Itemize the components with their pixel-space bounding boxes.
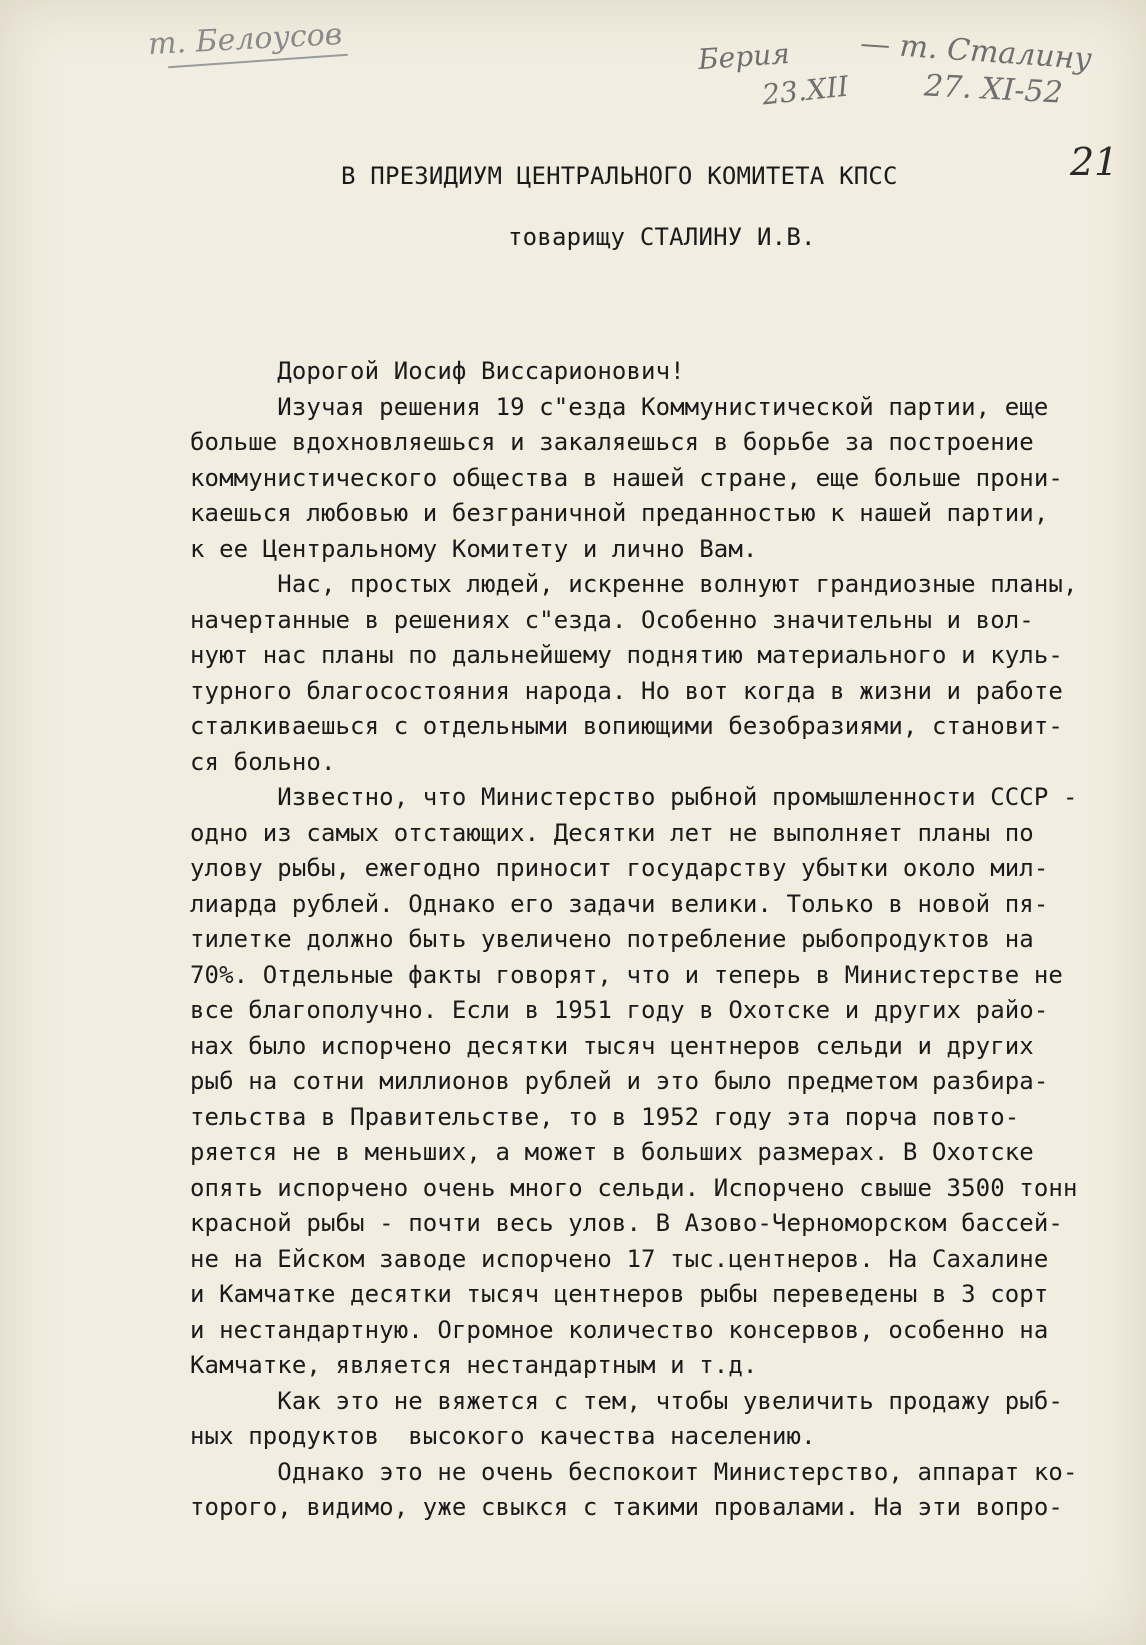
letter-salutation: Дорогой Иосиф Виссарионович!: [190, 357, 685, 385]
document-addressee: товарищу СТАЛИНУ И.В.: [508, 223, 816, 251]
document-heading: В ПРЕЗИДИУМ ЦЕНТРАЛЬНОГО КОМИТЕТА КПСС: [341, 162, 898, 190]
letter-line: Как это не вяжется с тем, чтобы увеличить продажу рыб-: [190, 1386, 1063, 1415]
letter-line: Известно, что Министерство рыбной промышленности СССР -: [190, 783, 1078, 811]
letter-line: 70%. Отдельные факты говорят, что и теперь в Министерстве не: [190, 960, 1063, 989]
handwritten-routing-date: 23.XII: [760, 69, 851, 112]
letter-line: не на Ейском заводе испорчено 17 тыс.центнеров. На Сахалине: [190, 1244, 1049, 1273]
letter-line: тилетке должно быть увеличено потребление рыбопродуктов на: [190, 925, 1034, 953]
letter-line: Однако это не очень беспокоит Министерство, аппарат ко-: [190, 1457, 1078, 1486]
letter-line: тельства в Правительстве, то в 1952 году эта порча повто-: [190, 1102, 1020, 1131]
letter-line: все благополучно. Если в 1951 году в Охотске и других райо-: [190, 996, 1049, 1024]
letter-line: каешься любовью и безграничной преданностью к нашей партии,: [190, 499, 1049, 527]
letter-line: ных продуктов высокого качества населению.: [190, 1422, 816, 1450]
letter-line: Изучая решения 19 с"езда Коммунистической партии, еще: [190, 392, 1049, 421]
letter-line: турного благосостояния народа. Но вот когда в жизни и работе: [190, 676, 1063, 705]
letter-line: ся больно.: [190, 747, 336, 776]
letter-body: [190, 354, 1078, 1526]
letter-line: Нас, простых людей, искренне волнуют грандиозные планы,: [190, 570, 1078, 598]
letter-line: и Камчатке десятки тысяч центнеров рыбы переведены в 3 сорт: [190, 1280, 1049, 1308]
letter-line: к ее Центральному Комитету и лично Вам.: [190, 534, 758, 563]
letter-line: ряется не в меньших, а может в больших размерах. В Охотске: [190, 1138, 1034, 1166]
letter-line: красной рыбы - почти весь улов. В Азово-Черноморском бассей-: [190, 1209, 1063, 1237]
handwritten-routing-name: Берия: [696, 36, 791, 77]
letter-line: начертанные в решениях с"езда. Особенно значительны и вол-: [190, 605, 1034, 634]
letter-line: и нестандартную. Огромное количество консервов, особенно на: [190, 1315, 1049, 1344]
handwritten-addressee-note: т. Белоусов: [147, 16, 344, 63]
letter-line: нах было испорчено десятки тысяч центнеров сельди и других: [190, 1031, 1034, 1060]
letter-line: улову рыбы, ежегодно приносит государству убытки около мил-: [190, 854, 1049, 882]
letter-line: одно из самых отстающих. Десятки лет не выполняет планы по: [190, 818, 1034, 847]
letter-line: больше вдохновляешься и закаляешься в борьбе за построение: [190, 428, 1034, 456]
letter-line: коммунистического общества в нашей стране, еще больше прони-: [190, 463, 1063, 492]
letter-line: торого, видимо, уже свыкся с такими провалами. На эти вопро-: [190, 1493, 1063, 1521]
letter-line: Камчатке, является нестандартным и т.д.: [190, 1351, 758, 1379]
letter-line: рыб на сотни миллионов рублей и это было предметом разбира-: [190, 1067, 1049, 1095]
letter-line: сталкиваешься с отдельными вопиющими безобразиями, становит-: [190, 712, 1063, 740]
handwritten-routing-recipient: — т. Сталину: [859, 25, 1093, 78]
letter-line: нуют нас планы по дальнейшему поднятию материального и куль-: [190, 641, 1063, 669]
letter-line: лиарда рублей. Однако его задачи велики. Только в новой пя-: [190, 889, 1049, 918]
handwritten-routing-date-2: 27. XI-52: [923, 68, 1064, 111]
page-number: 21: [1070, 140, 1119, 184]
letter-line: опять испорчено очень много сельди. Испорчено свыше 3500 тонн: [190, 1173, 1078, 1202]
